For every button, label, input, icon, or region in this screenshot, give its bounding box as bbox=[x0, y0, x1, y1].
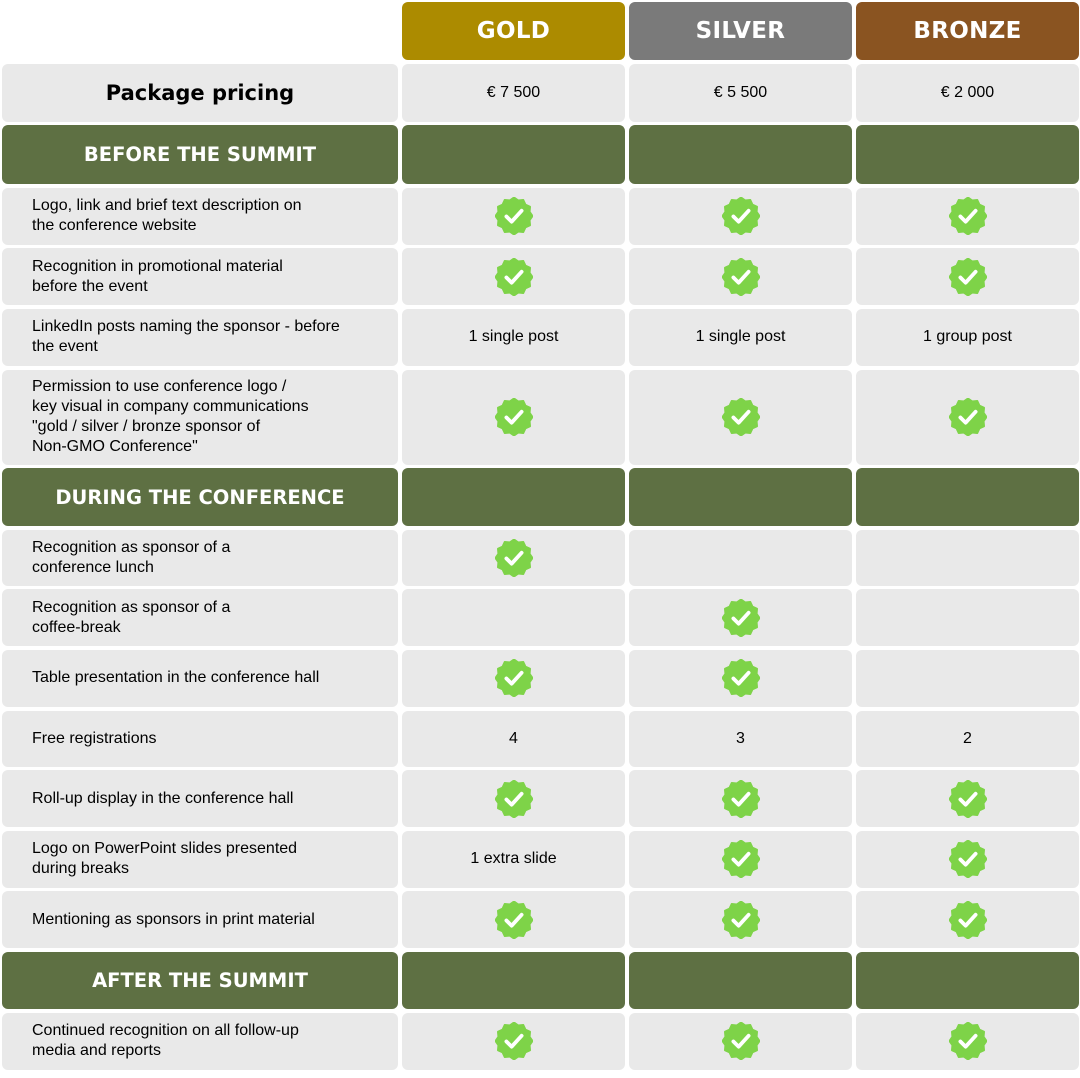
feature-label-line: Table presentation in the conference hall bbox=[32, 669, 320, 687]
feature-label-line: conference lunch bbox=[32, 558, 154, 576]
section-band bbox=[402, 125, 625, 184]
tier-cell-gold bbox=[402, 1013, 625, 1070]
check-badge-icon bbox=[722, 258, 760, 296]
feature-label-line: key visual in company communications bbox=[32, 398, 309, 416]
tier-cell-value: 4 bbox=[509, 729, 518, 747]
section-band bbox=[629, 125, 852, 184]
tier-cell-value: 1 group post bbox=[923, 328, 1012, 346]
tier-cell-gold bbox=[402, 530, 625, 586]
check-badge-icon bbox=[722, 1022, 760, 1060]
check-badge-icon bbox=[722, 840, 760, 878]
section-band bbox=[402, 468, 625, 526]
tier-cell-silver bbox=[629, 530, 852, 586]
tier-cell-bronze bbox=[856, 589, 1079, 646]
section-title: BEFORE THE SUMMIT bbox=[2, 125, 398, 184]
package-pricing-label: Package pricing bbox=[2, 64, 398, 122]
feature-label-line: Recognition as sponsor of a bbox=[32, 598, 231, 616]
section-band bbox=[856, 125, 1079, 184]
check-badge-icon bbox=[495, 197, 533, 235]
tier-cell-gold bbox=[402, 770, 625, 827]
feature-label-line: LinkedIn posts naming the sponsor - before bbox=[32, 318, 340, 336]
header-spacer bbox=[2, 2, 398, 60]
tier-cell-bronze bbox=[856, 1013, 1079, 1070]
check-badge-icon bbox=[495, 780, 533, 818]
price-gold: € 7 500 bbox=[402, 64, 625, 122]
tier-cell-bronze bbox=[856, 188, 1079, 245]
tier-cell-silver bbox=[629, 711, 852, 767]
tier-cell-bronze bbox=[856, 530, 1079, 586]
feature-label bbox=[2, 309, 398, 366]
tier-cell-silver bbox=[629, 650, 852, 707]
section-band bbox=[629, 952, 852, 1009]
feature-label-line: Mentioning as sponsors in print material bbox=[32, 910, 315, 928]
check-badge-icon bbox=[949, 258, 987, 296]
section-title: DURING THE CONFERENCE bbox=[2, 468, 398, 526]
section-title: AFTER THE SUMMIT bbox=[2, 952, 398, 1009]
feature-label-line: Free registrations bbox=[32, 729, 157, 747]
tier-cell-value: 1 single post bbox=[468, 328, 559, 346]
check-badge-icon bbox=[722, 659, 760, 697]
section-band bbox=[402, 952, 625, 1009]
feature-label-line: Logo on PowerPoint slides presented bbox=[32, 840, 298, 858]
feature-label bbox=[2, 1013, 398, 1070]
check-badge-icon bbox=[949, 197, 987, 235]
tier-cell-gold bbox=[402, 188, 625, 245]
feature-label bbox=[2, 891, 398, 948]
tier-cell-silver bbox=[629, 770, 852, 827]
check-badge-icon bbox=[722, 901, 760, 939]
feature-label-line: the event bbox=[32, 338, 98, 356]
feature-label-line: Recognition as sponsor of a bbox=[32, 538, 231, 556]
tier-cell-value: 1 single post bbox=[695, 328, 786, 346]
tier-cell-bronze bbox=[856, 248, 1079, 305]
tier-cell-value: 2 bbox=[963, 729, 972, 747]
check-badge-icon bbox=[495, 1022, 533, 1060]
tier-cell-bronze bbox=[856, 650, 1079, 707]
tier-cell-value: 1 extra slide bbox=[470, 850, 557, 868]
tier-cell-bronze bbox=[856, 770, 1079, 827]
feature-label-line: Roll-up display in the conference hall bbox=[32, 789, 294, 807]
tier-cell-bronze bbox=[856, 309, 1079, 366]
section-band bbox=[856, 952, 1079, 1009]
feature-label-line: "gold / silver / bronze sponsor of bbox=[32, 418, 261, 436]
tier-cell-silver bbox=[629, 891, 852, 948]
section-band bbox=[856, 468, 1079, 526]
feature-label bbox=[2, 770, 398, 827]
price-bronze: € 2 000 bbox=[856, 64, 1079, 122]
tier-cell-gold bbox=[402, 891, 625, 948]
check-badge-icon bbox=[722, 197, 760, 235]
tier-cell-silver bbox=[629, 188, 852, 245]
tier-cell-silver bbox=[629, 248, 852, 305]
feature-label bbox=[2, 589, 398, 646]
tier-cell-gold bbox=[402, 309, 625, 366]
check-badge-icon bbox=[722, 398, 760, 436]
feature-label-line: Non-GMO Conference" bbox=[32, 438, 198, 456]
feature-label-line: coffee-break bbox=[32, 618, 121, 636]
section-band bbox=[629, 468, 852, 526]
feature-label bbox=[2, 188, 398, 245]
check-badge-icon bbox=[949, 901, 987, 939]
feature-label-line: Continued recognition on all follow-up bbox=[32, 1022, 299, 1039]
tier-cell-bronze bbox=[856, 891, 1079, 948]
tier-cell-gold bbox=[402, 650, 625, 707]
feature-label-line: Recognition in promotional material bbox=[32, 257, 283, 275]
check-badge-icon bbox=[722, 599, 760, 637]
check-badge-icon bbox=[495, 539, 533, 577]
tier-header-bronze: BRONZE bbox=[856, 2, 1079, 60]
feature-label bbox=[2, 831, 398, 888]
tier-cell-value: 3 bbox=[736, 729, 745, 747]
check-badge-icon bbox=[495, 901, 533, 939]
check-badge-icon bbox=[949, 398, 987, 436]
feature-label bbox=[2, 248, 398, 305]
tier-cell-silver bbox=[629, 1013, 852, 1070]
tier-cell-gold bbox=[402, 711, 625, 767]
feature-label-line: the conference website bbox=[32, 217, 197, 235]
tier-cell-silver bbox=[629, 589, 852, 646]
tier-cell-gold bbox=[402, 589, 625, 646]
feature-label bbox=[2, 711, 398, 767]
feature-label-line: media and reports bbox=[32, 1042, 161, 1059]
check-badge-icon bbox=[495, 258, 533, 296]
tier-cell-gold bbox=[402, 248, 625, 305]
tier-header-silver: SILVER bbox=[629, 2, 852, 60]
tier-cell-silver bbox=[629, 370, 852, 465]
check-badge-icon bbox=[495, 659, 533, 697]
check-badge-icon bbox=[949, 1022, 987, 1060]
feature-label bbox=[2, 530, 398, 586]
tier-cell-bronze bbox=[856, 711, 1079, 767]
feature-label-line: during breaks bbox=[32, 860, 129, 878]
sponsorship-table bbox=[2, 2, 1079, 1070]
feature-label bbox=[2, 370, 398, 465]
tier-cell-bronze bbox=[856, 370, 1079, 465]
tier-header-gold: GOLD bbox=[402, 2, 625, 60]
feature-label-line: Permission to use conference logo / bbox=[32, 378, 287, 396]
tier-cell-silver bbox=[629, 309, 852, 366]
tier-cell-gold bbox=[402, 831, 625, 888]
check-badge-icon bbox=[495, 398, 533, 436]
feature-label bbox=[2, 650, 398, 707]
tier-cell-bronze bbox=[856, 831, 1079, 888]
feature-label-line: before the event bbox=[32, 277, 148, 295]
check-badge-icon bbox=[722, 780, 760, 818]
check-badge-icon bbox=[949, 780, 987, 818]
check-badge-icon bbox=[949, 840, 987, 878]
tier-cell-silver bbox=[629, 831, 852, 888]
tier-cell-gold bbox=[402, 370, 625, 465]
price-silver: € 5 500 bbox=[629, 64, 852, 122]
feature-label-line: Logo, link and brief text description on bbox=[32, 197, 302, 215]
